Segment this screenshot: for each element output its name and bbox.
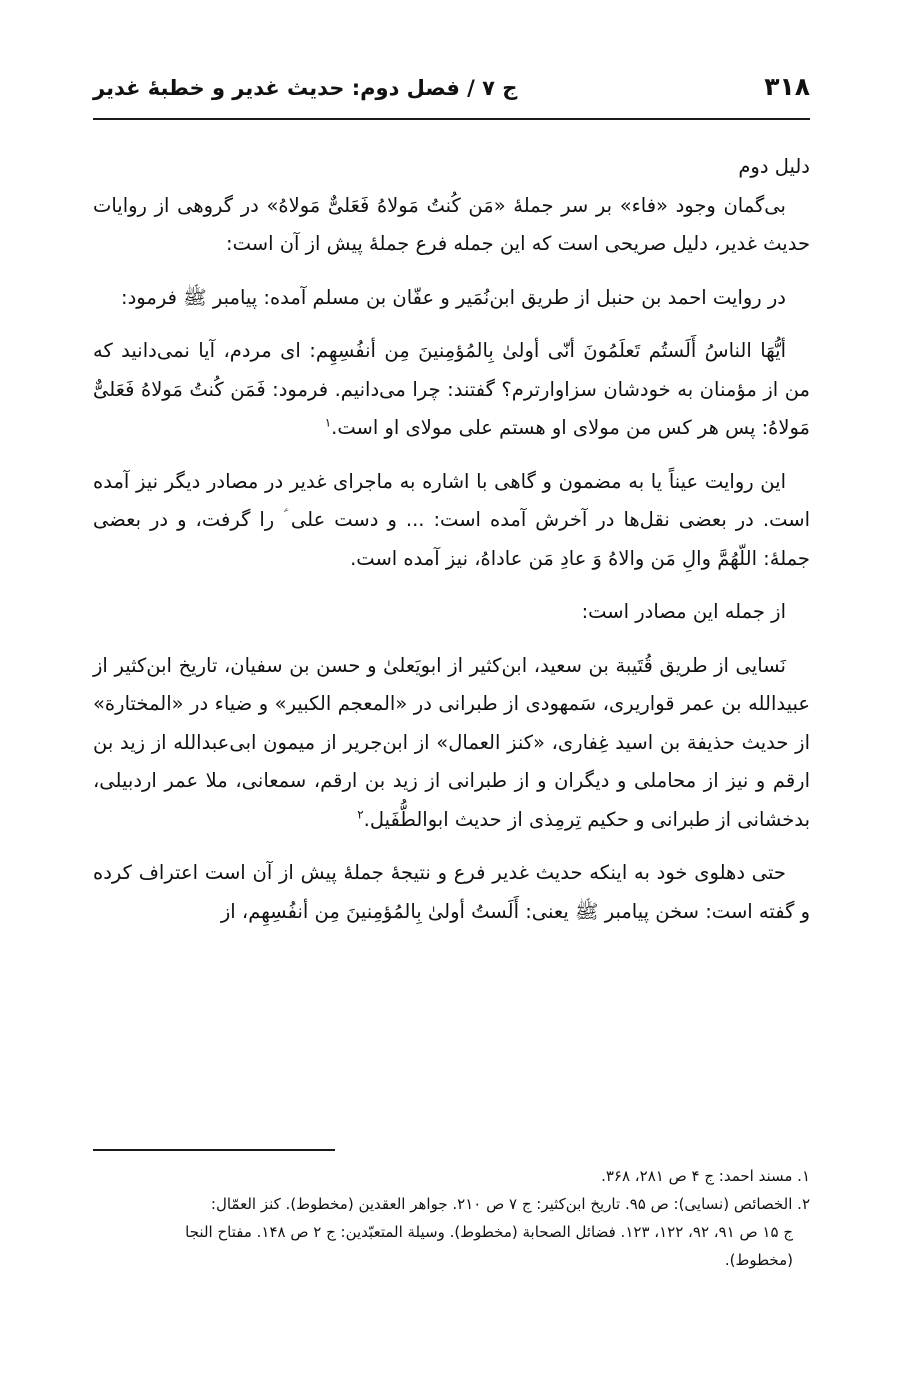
paragraph-2: در روایت احمد بن حنبل از طریق ابن‌نُمَیر و عفّان بن مسلم آمده: پیامبر ﷺ فرمود:: [121, 285, 786, 309]
paragraph-4: این روایت عیناً یا به مضمون و گاهی با اشاره به ماجرای غدیر در مصادر دیگر نیز آمده است. در بعضی نقل‌ها در آخرش آمده است: ... و دست علی ؑ را گرفت، و در بعضی جملهٔ: اللّهُمَّ والِ مَن والاهُ وَ عادِ مَن عاداهُ، نیز آمده است.: [93, 469, 810, 570]
paragraph-6: [93, 647, 810, 840]
running-title: ج ۷ / فصل دوم: حدیث غدیر و خطبهٔ غدیر: [93, 76, 518, 100]
footnote-ref-2: ۲: [357, 807, 364, 821]
footnote-2-line-3: (مخطوط).: [724, 1251, 793, 1269]
footnote-divider: [93, 1149, 335, 1151]
paragraph-7: حتی دهلوی خود به اینکه حدیث غدیر فرع و نتیجهٔ جملهٔ پیش از آن است اعتراف کرده و گفته است: سخن پیامبر ﷺ یعنی: أَلَستُ أولیٰ بِالمُؤمِنینَ مِن أنفُسِهِم، از: [93, 861, 810, 923]
footnotes: [93, 1162, 810, 1274]
footnote-1: ۱. مسند احمد: ج ۴ ص ۲۸۱، ۳۶۸.: [601, 1167, 810, 1185]
paragraph-6-text: نَسایی از طریق قُتَیبة بن سعید، ابن‌کثیر از ابویَعلیٰ و حسن بن سفیان، تاریخ ابن‌کثیر از عبیدالله بن عمر قواریری، سَمهودی از طبرانی در «المعجم الکبیر» و ضیاء در «المختارة» از حدیث حذیفة بن اسید غِفاری، «کنز العمال» از ابن‌جریر از میمون ابی‌عبدالله از زید بن ارقم و نیز از محاملی و دیگران و از طبرانی از زید بن ارقم، سمعانی، ملا عمر اردبیلی، بدخشانی از طبرانی و حکیم تِرمِذی از حدیث ابوالطُّفَیل.: [93, 653, 810, 831]
paragraph-1: بی‌گمان وجود «فاء» بر سر جملهٔ «مَن کُنتُ مَولاهُ فَعَلیٌّ مَولاهُ» در گروهی از روایات حدیث غدیر، دلیل صریحی است که این جمله فرع جملهٔ پیش از آن است:: [93, 193, 810, 255]
section-heading: دلیل دوم: [738, 155, 810, 178]
page-header: [93, 72, 810, 116]
footnote-2-line-1: ۲. الخصائص (نسایی): ص ۹۵. تاریخ ابن‌کثیر: ج ۷ ص ۲۱۰. جواهر العقدین (مخطوط). کنز العمّال:: [210, 1195, 810, 1213]
paragraph-5: از جمله این مصادر است:: [581, 600, 786, 623]
main-text: [93, 148, 810, 931]
page-number: ۳۱۸: [764, 72, 810, 101]
header-divider: [93, 118, 810, 120]
paragraph-3-text: أیُّهَا الناسُ أَلَستُم تَعلَمُونَ أنّی أولیٰ بِالمُؤمِنینَ مِن أنفُسِهِم: ای مردم، آیا نمی‌دانید که من از مؤمنان به خودشان سزاوارترم؟ گفتند: چرا می‌دانیم. فرمود: فَمَن کُنتُ مَولاهُ فَعَلیٌّ مَولاهُ: پس هر کس من مولای او هستم علی مولای او است.: [93, 339, 810, 439]
footnote-ref-1: ۱: [324, 415, 332, 430]
paragraph-3: [93, 332, 810, 448]
book-page: [93, 60, 810, 1370]
footnote-2-line-2: ج ۱۵ ص ۹۱، ۹۲، ۱۲۲، ۱۲۳. فضائل الصحابة (مخطوط). وسیلة المتعبّدین: ج ۲ ص ۱۴۸. مفتاح النجا: [185, 1223, 793, 1241]
